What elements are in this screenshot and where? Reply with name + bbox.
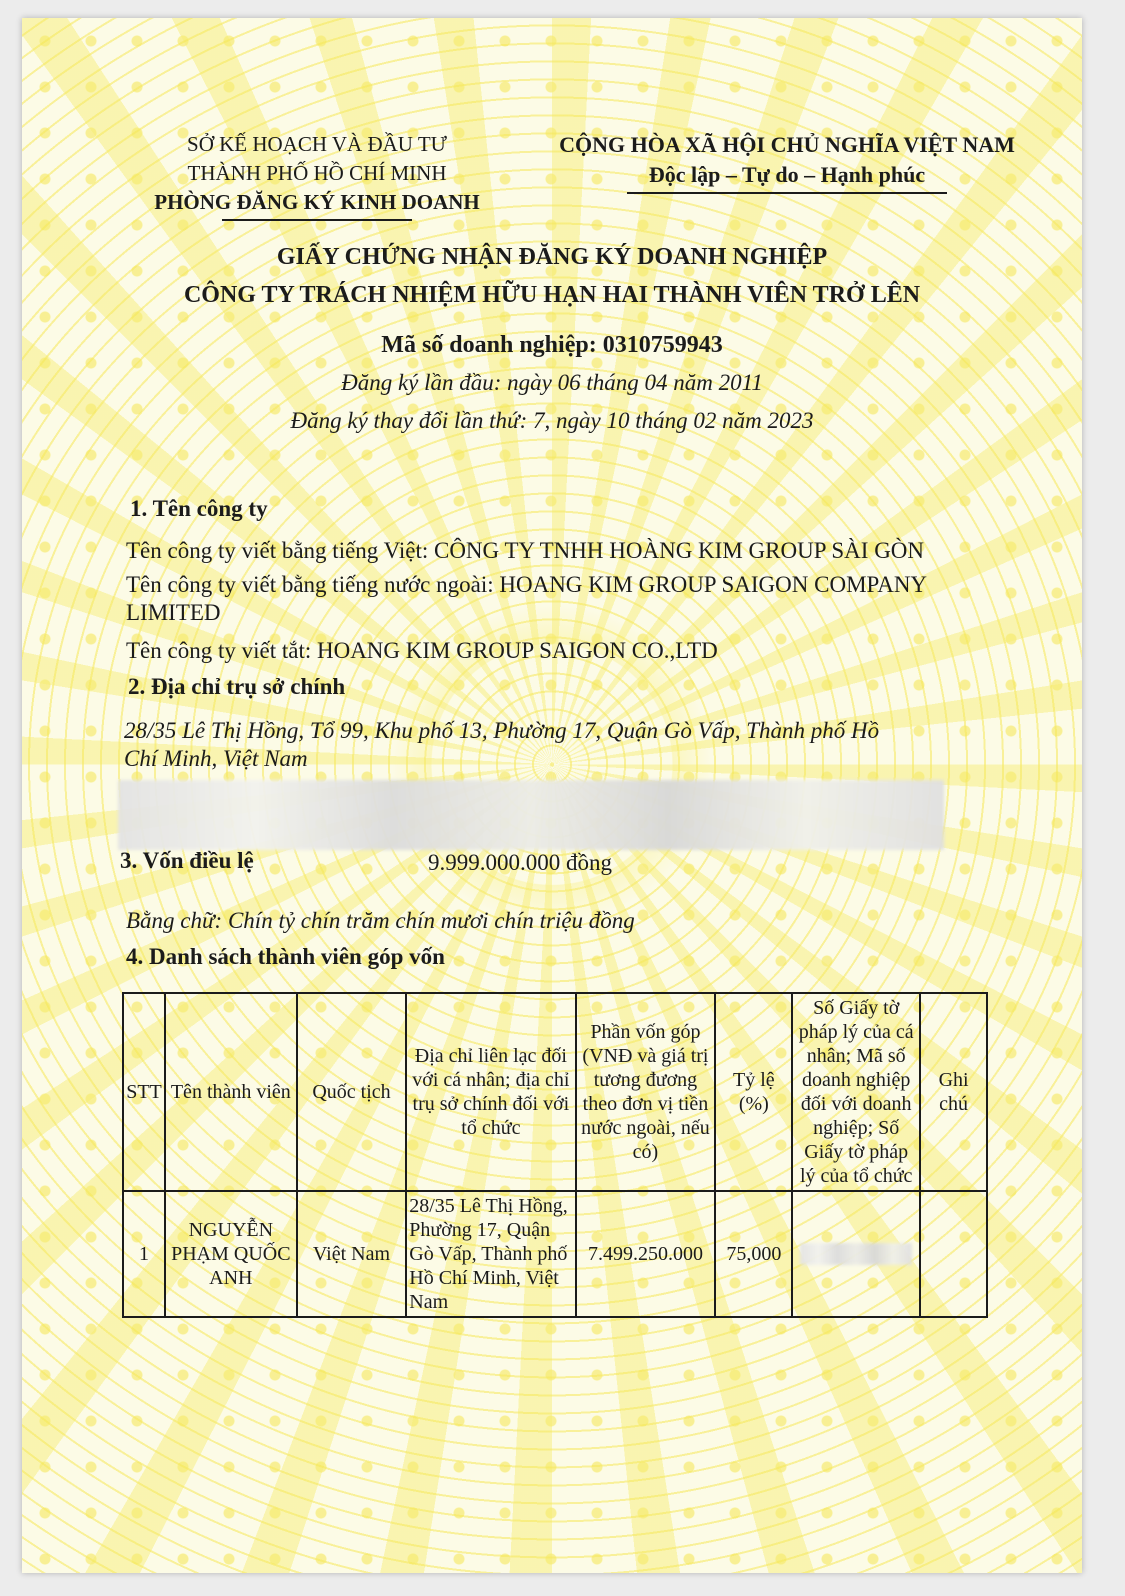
cell-member-name: NGUYỄN PHẠM QUỐC ANH bbox=[165, 1191, 297, 1317]
authority-line-2: THÀNH PHỐ HỒ CHÍ MINH bbox=[187, 161, 447, 185]
table-row bbox=[123, 1191, 987, 1317]
section-3-heading: 3. Vốn điều lệ bbox=[120, 848, 254, 873]
document-title: GIẤY CHỨNG NHẬN ĐĂNG KÝ DOANH NGHIỆP bbox=[276, 244, 828, 270]
head-office-address: 28/35 Lê Thị Hồng, Tổ 99, Khu phố 13, Phường 17, Quận Gò Vấp, Thành phố Hồ bbox=[124, 718, 880, 743]
redacted-id-number bbox=[800, 1243, 912, 1265]
authority-underline bbox=[222, 219, 412, 221]
company-name-foreign-cont: LIMITED bbox=[126, 600, 221, 625]
cell-id-doc bbox=[792, 1191, 920, 1317]
change-registration: Đăng ký thay đổi lần thứ: 7, ngày 10 tháng 02 năm 2023 bbox=[290, 408, 814, 433]
cell-note bbox=[920, 1191, 987, 1317]
head-office-address-cont: Chí Minh, Việt Nam bbox=[124, 746, 308, 771]
section-1-heading: 1. Tên công ty bbox=[130, 496, 268, 521]
section-4-heading: 4. Danh sách thành viên góp vốn bbox=[126, 944, 445, 969]
cell-stt: 1 bbox=[123, 1191, 165, 1317]
section-2-heading: 2. Địa chỉ trụ sở chính bbox=[128, 674, 346, 699]
col-header-note: Ghi chú bbox=[920, 993, 987, 1191]
col-header-address: Địa chỉ liên lạc đối với cá nhân; địa chỉ trụ sở chính đối với tổ chức bbox=[406, 993, 575, 1191]
members-table bbox=[122, 992, 988, 1318]
national-header bbox=[542, 130, 1032, 194]
charter-capital-in-words: Bằng chữ: Chín tỷ chín trăm chín mươi chín triệu đồng bbox=[126, 908, 635, 933]
national-title: CỘNG HÒA XÃ HỘI CHỦ NGHĨA VIỆT NAM bbox=[559, 132, 1015, 157]
table-header-row bbox=[123, 993, 987, 1191]
authority-line-3: PHÒNG ĐĂNG KÝ KINH DOANH bbox=[154, 190, 480, 214]
col-header-id-doc: Số Giấy tờ pháp lý của cá nhân; Mã số doanh nghiệp đối với doanh nghiệp; Số Giấy tờ pháp lý của tổ chức bbox=[792, 993, 920, 1191]
cell-address: 28/35 Lê Thị Hồng, Phường 17, Quận Gò Vấp, Thành phố Hồ Chí Minh, Việt Nam bbox=[406, 1191, 575, 1317]
col-header-ratio: Tỷ lệ (%) bbox=[715, 993, 792, 1191]
motto-underline bbox=[627, 192, 947, 194]
cell-capital: 7.499.250.000 bbox=[576, 1191, 716, 1317]
cell-nationality: Việt Nam bbox=[297, 1191, 407, 1317]
first-registration: Đăng ký lần đầu: ngày 06 tháng 04 năm 2011 bbox=[341, 370, 763, 395]
national-motto: Độc lập – Tự do – Hạnh phúc bbox=[648, 162, 926, 187]
authority-line-1: SỞ KẾ HOẠCH VÀ ĐẦU TƯ bbox=[187, 132, 447, 156]
company-name-vn: Tên công ty viết bằng tiếng Việt: CÔNG TY TNHH HOÀNG KIM GROUP SÀI GÒN bbox=[126, 538, 925, 563]
enterprise-code: Mã số doanh nghiệp: 0310759943 bbox=[381, 332, 723, 358]
col-header-nationality: Quốc tịch bbox=[297, 993, 407, 1191]
company-name-foreign: Tên công ty viết bằng tiếng nước ngoài: HOANG KIM GROUP SAIGON COMPANY bbox=[126, 572, 928, 597]
col-header-stt: STT bbox=[123, 993, 165, 1191]
col-header-capital: Phần vốn góp (VNĐ và giá trị tương đương theo đơn vị tiền nước ngoài, nếu có) bbox=[576, 993, 716, 1191]
issuing-authority-header bbox=[122, 130, 512, 221]
col-header-name: Tên thành viên bbox=[165, 993, 297, 1191]
redacted-contact-block bbox=[118, 780, 944, 850]
cell-ratio: 75,000 bbox=[715, 1191, 792, 1317]
company-short-name: Tên công ty viết tắt: HOANG KIM GROUP SAIGON CO.,LTD bbox=[126, 638, 718, 663]
charter-capital-amount: 9.999.000.000 đồng bbox=[428, 850, 612, 875]
document-subtitle: CÔNG TY TRÁCH NHIỆM HỮU HẠN HAI THÀNH VIÊN TRỞ LÊN bbox=[183, 282, 921, 308]
certificate-page bbox=[22, 18, 1082, 1573]
